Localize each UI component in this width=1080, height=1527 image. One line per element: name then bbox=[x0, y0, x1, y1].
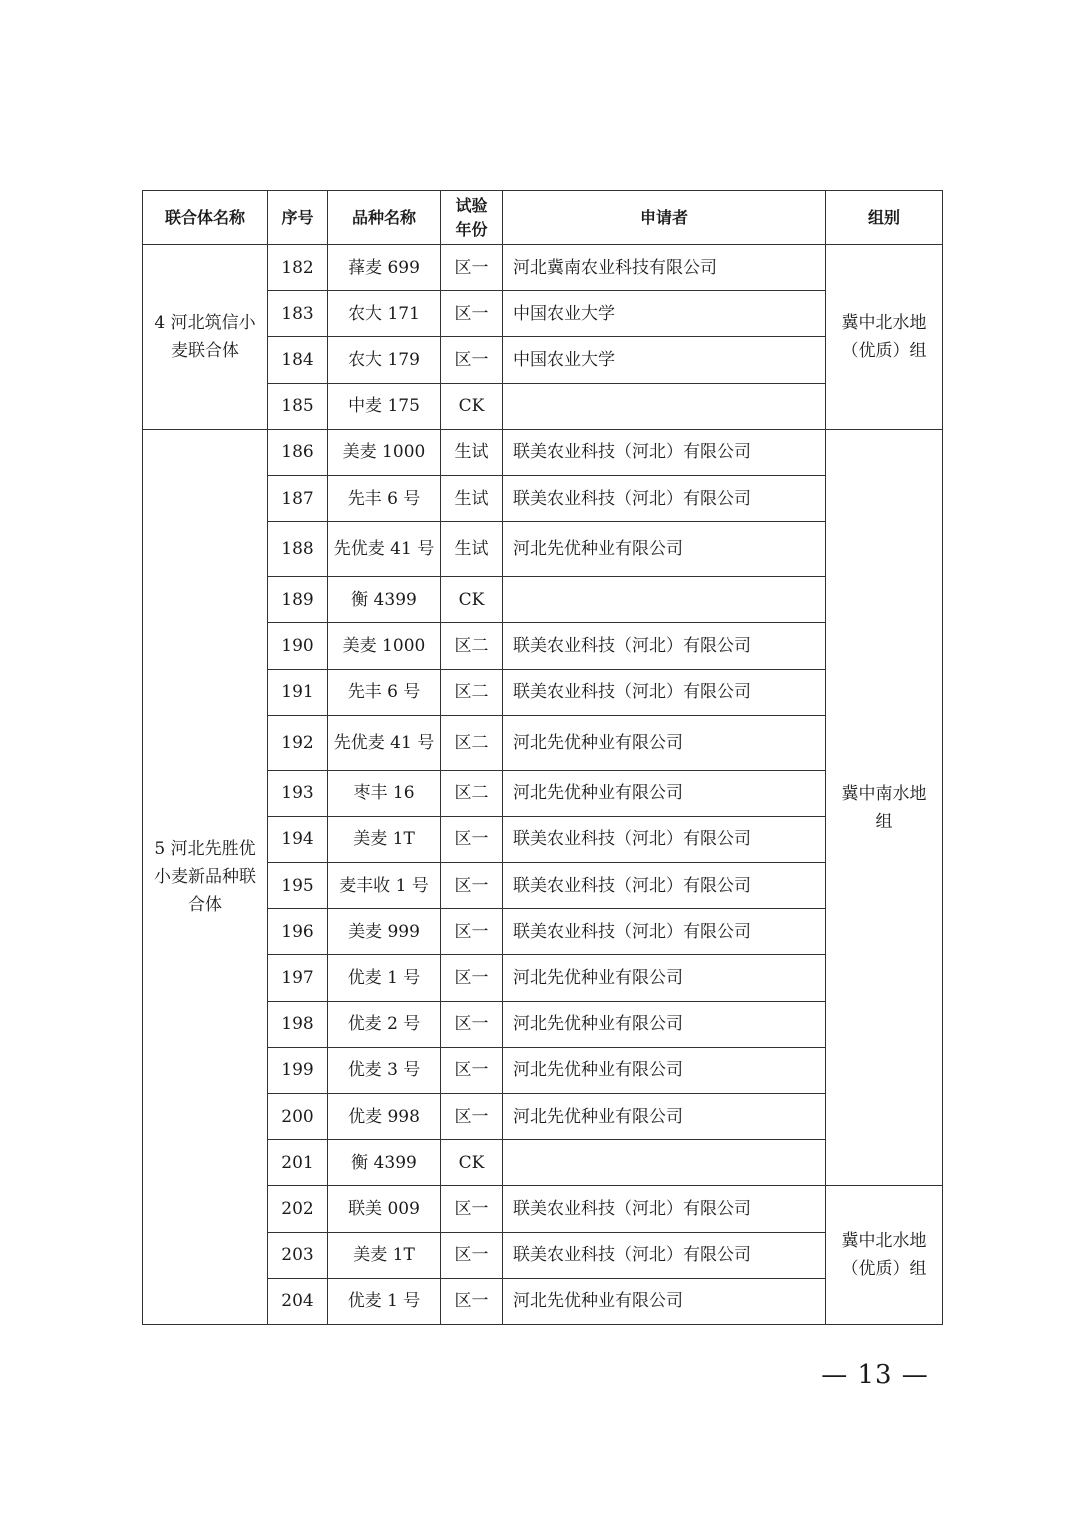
row-number-cell: 185 bbox=[268, 383, 328, 429]
row-number-cell: 184 bbox=[268, 337, 328, 383]
applicant-cell: 河北先优种业有限公司 bbox=[503, 1278, 826, 1324]
applicant-cell: 联美农业科技（河北）有限公司 bbox=[503, 1186, 826, 1232]
table-row bbox=[143, 245, 943, 291]
row-number-cell: 182 bbox=[268, 245, 328, 291]
variety-table bbox=[142, 190, 943, 1325]
applicant-cell: 河北先优种业有限公司 bbox=[503, 770, 826, 816]
applicant-cell: 联美农业科技（河北）有限公司 bbox=[503, 909, 826, 955]
applicant-cell: 河北先优种业有限公司 bbox=[503, 1047, 826, 1093]
trial-year-cell: 区一 bbox=[441, 1094, 503, 1140]
trial-year-cell: 区一 bbox=[441, 955, 503, 1001]
applicant-cell: 河北先优种业有限公司 bbox=[503, 522, 826, 577]
row-number-cell: 203 bbox=[268, 1232, 328, 1278]
trial-year-cell: 区一 bbox=[441, 909, 503, 955]
row-number-cell: 194 bbox=[268, 816, 328, 862]
row-number-cell: 199 bbox=[268, 1047, 328, 1093]
trial-year-cell: 区二 bbox=[441, 770, 503, 816]
header-variety: 品种名称 bbox=[328, 191, 441, 245]
row-number-cell: 183 bbox=[268, 291, 328, 337]
trial-year-cell: 区二 bbox=[441, 669, 503, 715]
applicant-cell: 联美农业科技（河北）有限公司 bbox=[503, 623, 826, 669]
applicant-cell: 联美农业科技（河北）有限公司 bbox=[503, 429, 826, 475]
row-number-cell: 202 bbox=[268, 1186, 328, 1232]
variety-cell: 优麦 2 号 bbox=[328, 1001, 441, 1047]
header-group: 组别 bbox=[826, 191, 943, 245]
row-number-cell: 201 bbox=[268, 1140, 328, 1186]
trial-year-cell: 区一 bbox=[441, 291, 503, 337]
variety-cell: 优麦 1 号 bbox=[328, 955, 441, 1001]
applicant-cell: 河北冀南农业科技有限公司 bbox=[503, 245, 826, 291]
variety-cell: 先丰 6 号 bbox=[328, 669, 441, 715]
consortium-cell: 4 河北筑信小麦联合体 bbox=[143, 245, 268, 430]
row-number-cell: 193 bbox=[268, 770, 328, 816]
row-number-cell: 196 bbox=[268, 909, 328, 955]
header-applicant: 申请者 bbox=[503, 191, 826, 245]
variety-cell: 联美 009 bbox=[328, 1186, 441, 1232]
variety-cell: 农大 179 bbox=[328, 337, 441, 383]
variety-cell: 美麦 1T bbox=[328, 1232, 441, 1278]
trial-year-cell: 区一 bbox=[441, 1047, 503, 1093]
row-number-cell: 197 bbox=[268, 955, 328, 1001]
row-number-cell: 187 bbox=[268, 475, 328, 521]
page-number: — 13 — bbox=[821, 1360, 929, 1390]
applicant-cell bbox=[503, 383, 826, 429]
header-year: 试验年份 bbox=[441, 191, 503, 245]
row-number-cell: 200 bbox=[268, 1094, 328, 1140]
trial-year-cell: 生试 bbox=[441, 429, 503, 475]
row-number-cell: 189 bbox=[268, 577, 328, 623]
trial-year-cell: 生试 bbox=[441, 475, 503, 521]
row-number-cell: 188 bbox=[268, 522, 328, 577]
applicant-cell: 河北先优种业有限公司 bbox=[503, 1094, 826, 1140]
applicant-cell: 联美农业科技（河北）有限公司 bbox=[503, 1232, 826, 1278]
applicant-cell bbox=[503, 1140, 826, 1186]
variety-cell: 优麦 1 号 bbox=[328, 1278, 441, 1324]
variety-cell: 美麦 999 bbox=[328, 909, 441, 955]
applicant-cell: 河北先优种业有限公司 bbox=[503, 1001, 826, 1047]
variety-cell: 优麦 3 号 bbox=[328, 1047, 441, 1093]
trial-year-cell: 区一 bbox=[441, 1232, 503, 1278]
trial-year-cell: CK bbox=[441, 1140, 503, 1186]
trial-year-cell: 区一 bbox=[441, 1278, 503, 1324]
applicant-cell: 联美农业科技（河北）有限公司 bbox=[503, 863, 826, 909]
variety-cell: 美麦 1000 bbox=[328, 429, 441, 475]
row-number-cell: 190 bbox=[268, 623, 328, 669]
trial-year-cell: CK bbox=[441, 577, 503, 623]
row-number-cell: 204 bbox=[268, 1278, 328, 1324]
consortium-cell: 5 河北先胜优小麦新品种联合体 bbox=[143, 429, 268, 1324]
variety-cell: 农大 171 bbox=[328, 291, 441, 337]
trial-year-cell: 区一 bbox=[441, 245, 503, 291]
applicant-cell: 中国农业大学 bbox=[503, 291, 826, 337]
trial-year-cell: 生试 bbox=[441, 522, 503, 577]
trial-year-cell: 区一 bbox=[441, 1001, 503, 1047]
header-no: 序号 bbox=[268, 191, 328, 245]
variety-cell: 枣丰 16 bbox=[328, 770, 441, 816]
applicant-cell: 联美农业科技（河北）有限公司 bbox=[503, 669, 826, 715]
row-number-cell: 195 bbox=[268, 863, 328, 909]
table-header-row bbox=[143, 191, 943, 245]
group-cell: 冀中北水地（优质）组 bbox=[826, 1186, 943, 1325]
row-number-cell: 186 bbox=[268, 429, 328, 475]
applicant-cell: 联美农业科技（河北）有限公司 bbox=[503, 816, 826, 862]
table-row bbox=[143, 429, 943, 475]
variety-cell: 衡 4399 bbox=[328, 1140, 441, 1186]
trial-year-cell: 区二 bbox=[441, 623, 503, 669]
row-number-cell: 192 bbox=[268, 715, 328, 770]
row-number-cell: 198 bbox=[268, 1001, 328, 1047]
trial-year-cell: 区二 bbox=[441, 715, 503, 770]
variety-cell: 先丰 6 号 bbox=[328, 475, 441, 521]
variety-cell: 麦丰收 1 号 bbox=[328, 863, 441, 909]
applicant-cell: 河北先优种业有限公司 bbox=[503, 715, 826, 770]
applicant-cell: 中国农业大学 bbox=[503, 337, 826, 383]
variety-cell: 美麦 1000 bbox=[328, 623, 441, 669]
variety-cell: 美麦 1T bbox=[328, 816, 441, 862]
header-consortium: 联合体名称 bbox=[143, 191, 268, 245]
row-number-cell: 191 bbox=[268, 669, 328, 715]
trial-year-cell: 区一 bbox=[441, 863, 503, 909]
trial-year-cell: 区一 bbox=[441, 816, 503, 862]
trial-year-cell: 区一 bbox=[441, 1186, 503, 1232]
group-cell: 冀中南水地组 bbox=[826, 429, 943, 1186]
applicant-cell: 河北先优种业有限公司 bbox=[503, 955, 826, 1001]
trial-year-cell: 区一 bbox=[441, 337, 503, 383]
trial-year-cell: CK bbox=[441, 383, 503, 429]
applicant-cell bbox=[503, 577, 826, 623]
variety-cell: 优麦 998 bbox=[328, 1094, 441, 1140]
group-cell: 冀中北水地（优质）组 bbox=[826, 245, 943, 430]
variety-cell: 先优麦 41 号 bbox=[328, 715, 441, 770]
variety-cell: 先优麦 41 号 bbox=[328, 522, 441, 577]
table-body bbox=[143, 245, 943, 1325]
variety-cell: 衡 4399 bbox=[328, 577, 441, 623]
applicant-cell: 联美农业科技（河北）有限公司 bbox=[503, 475, 826, 521]
variety-cell: 萚麦 699 bbox=[328, 245, 441, 291]
variety-cell: 中麦 175 bbox=[328, 383, 441, 429]
